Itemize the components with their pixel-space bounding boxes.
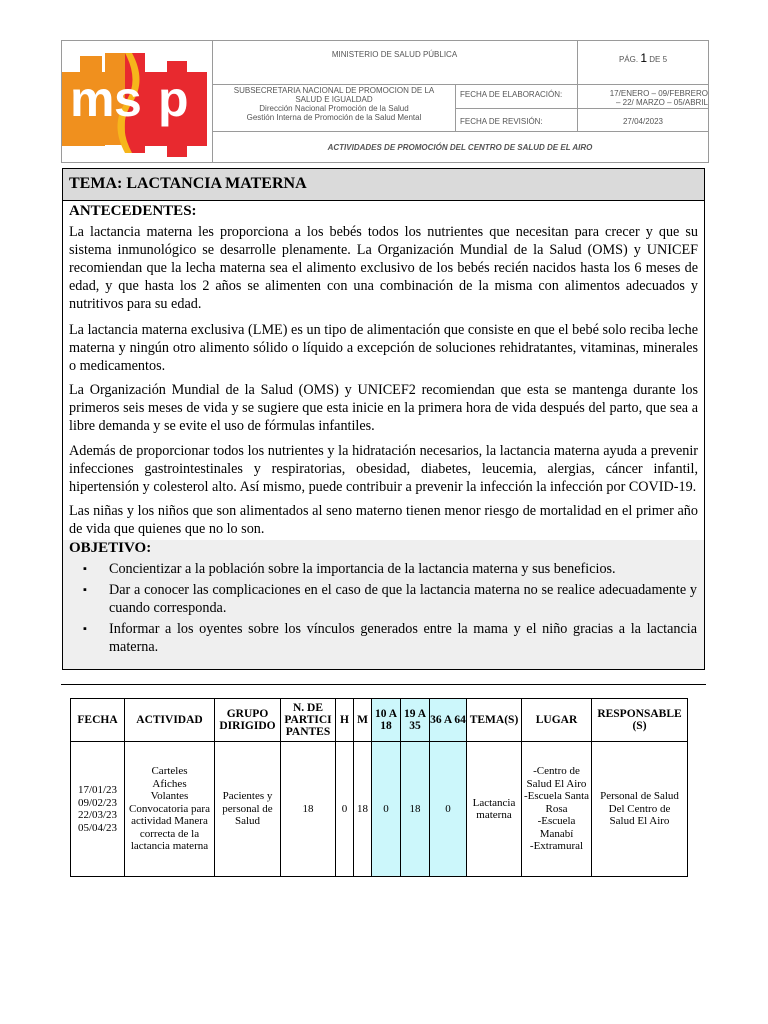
- tema-title: TEMA: LACTANCIA MATERNA: [69, 175, 307, 192]
- tema-bar: [63, 169, 704, 201]
- col-temas: TEMA(S): [467, 699, 522, 742]
- svg-text:p: p: [158, 71, 189, 127]
- activities-title: ACTIVIDADES DE PROMOCIÓN DEL CENTRO DE SALUD DE EL AIRO: [327, 143, 593, 152]
- objetivo-item: ▪ Concientizar a la población sobre la importancia de la lactancia materna y sus beneficios.: [83, 561, 616, 577]
- paragraph-5: Las niñas y los niños que son alimentados al seno materno tienen menor riesgo de mortalidad en el primer año de vida que quienes que no lo son.: [69, 503, 698, 537]
- col-lugar: LUGAR: [522, 699, 592, 742]
- bullet-icon: ▪: [83, 584, 87, 596]
- bullet-icon: ▪: [83, 623, 87, 635]
- col-m: M: [354, 699, 372, 742]
- cell-participantes: 18: [281, 742, 336, 877]
- cell-fechas: 17/01/23 09/02/23 22/03/23 05/04/23: [71, 742, 125, 877]
- col-10-18: 10 A 18: [372, 699, 401, 742]
- activities-table: [70, 698, 688, 877]
- cell-36-64: 0: [430, 742, 467, 877]
- col-grupo: GRUPO DIRIGIDO: [215, 699, 281, 742]
- col-19-35: 19 A 35: [401, 699, 430, 742]
- page-number: PÁG. 1 DE 5: [618, 51, 668, 65]
- paragraph-3: La Organización Mundial de la Salud (OMS) y UNICEF2 recomiendan que esta se mantenga durante los primeros seis meses de vida y se sugiere que esta inicie en la primera hora de vida después del parto, que sea a libre demanda y se evite el uso de fórmulas infantiles.: [69, 382, 698, 434]
- cell-10-18: 0: [372, 742, 401, 877]
- bullet-icon: ▪: [83, 563, 87, 575]
- col-responsable: RESPONSABLE (S): [592, 699, 688, 742]
- logo-text: m: [70, 71, 115, 127]
- fecha-elaboracion-value: 17/ENERO – 09/FEBRERO – 22/ MARZO – 05/ABRIL: [609, 89, 708, 107]
- table-row: [71, 742, 688, 877]
- msp-logo: [62, 41, 212, 164]
- ministry-title: MINISTERIO DE SALUD PÚBLICA: [331, 50, 458, 59]
- col-actividad: ACTIVIDAD: [125, 699, 215, 742]
- table-header-row: [71, 699, 688, 742]
- cell-responsable: Personal de Salud Del Centro de Salud El Airo: [592, 742, 688, 877]
- cell-actividad: Carteles Afiches Volantes Convocatoria para actividad Manera correcta de la lactancia materna: [125, 742, 215, 877]
- objetivo-item: ▪ Dar a conocer las complicaciones en el caso de que la lactancia materna no se realice adecuadamente y cuando corresponda.: [83, 582, 697, 616]
- document-header: [61, 40, 709, 163]
- fecha-elaboracion-label: FECHA DE ELABORACIÓN:: [460, 90, 563, 99]
- paragraph-1: La lactancia materna les proporciona a los bebés todos los nutrientes que necesitan para crecer y que su sistema inmunológico se desarrolle plenamente. La Organización Mundial de la Salud (OMS) y UNICEF recomiendan que la lecha materna sea el alimento exclusivo de los bebés recién nacidos hasta los 6 meses de edad, y que hasta los 2 años se alimenten con una combinación de la misma con alimentos adecuados y nutritivos para su edad.: [69, 224, 698, 312]
- col-fecha: FECHA: [71, 699, 125, 742]
- cell-h: 0: [336, 742, 354, 877]
- svg-text:s: s: [114, 71, 142, 127]
- fecha-revision-value: 27/04/2023: [622, 117, 664, 126]
- cell-19-35: 18: [401, 742, 430, 877]
- cell-m: 18: [354, 742, 372, 877]
- col-participantes: N. DE PARTICI PANTES: [281, 699, 336, 742]
- fecha-revision-label: FECHA DE REVISIÓN:: [460, 117, 543, 126]
- section-divider: [61, 684, 706, 685]
- cell-temas: Lactancia materna: [467, 742, 522, 877]
- objetivo-title: OBJETIVO:: [69, 540, 152, 556]
- cell-lugar: -Centro de Salud El Airo -Escuela Santa Rosa -Escuela Manabí -Extramural: [522, 742, 592, 877]
- cell-grupo: Pacientes y personal de Salud: [215, 742, 281, 877]
- paragraph-2: La lactancia materna exclusiva (LME) es un tipo de alimentación que consiste en que el bebé solo reciba leche materna y ningún otro alimento sólido o líquido a excepción de soluciones rehidratantes, vitaminas, minerales o medicamentos.: [69, 322, 698, 374]
- objetivo-item: ▪ Informar a los oyentes sobre los vínculos generados entre la mama y el niño gracias a la lactancia materna.: [83, 621, 697, 655]
- col-h: H: [336, 699, 354, 742]
- msp-logo-icon: [62, 41, 212, 164]
- col-36-64: 36 A 64: [430, 699, 467, 742]
- antecedentes-title: ANTECEDENTES:: [69, 203, 197, 219]
- subsecretaria-block: SUBSECRETARIA NACIONAL DE PROMOCION DE LA SALUD E IGUALDAD Dirección Nacional Promoción de la Salud Gestión Interna de Promoción de la Salud Mental: [233, 86, 435, 122]
- content-box: [62, 168, 705, 670]
- paragraph-4: Además de proporcionar todos los nutrientes y la hidratación necesarios, la lactancia materna ayuda a prevenir infecciones gastrointestinales y respiratorias, obesidad, diabetes, leucemia, alergias, cáncer infantil, hipertensión y colesterol alto. Así mismo, puede contribuir a prevenir la infección la infección por COVID-19.: [69, 443, 698, 495]
